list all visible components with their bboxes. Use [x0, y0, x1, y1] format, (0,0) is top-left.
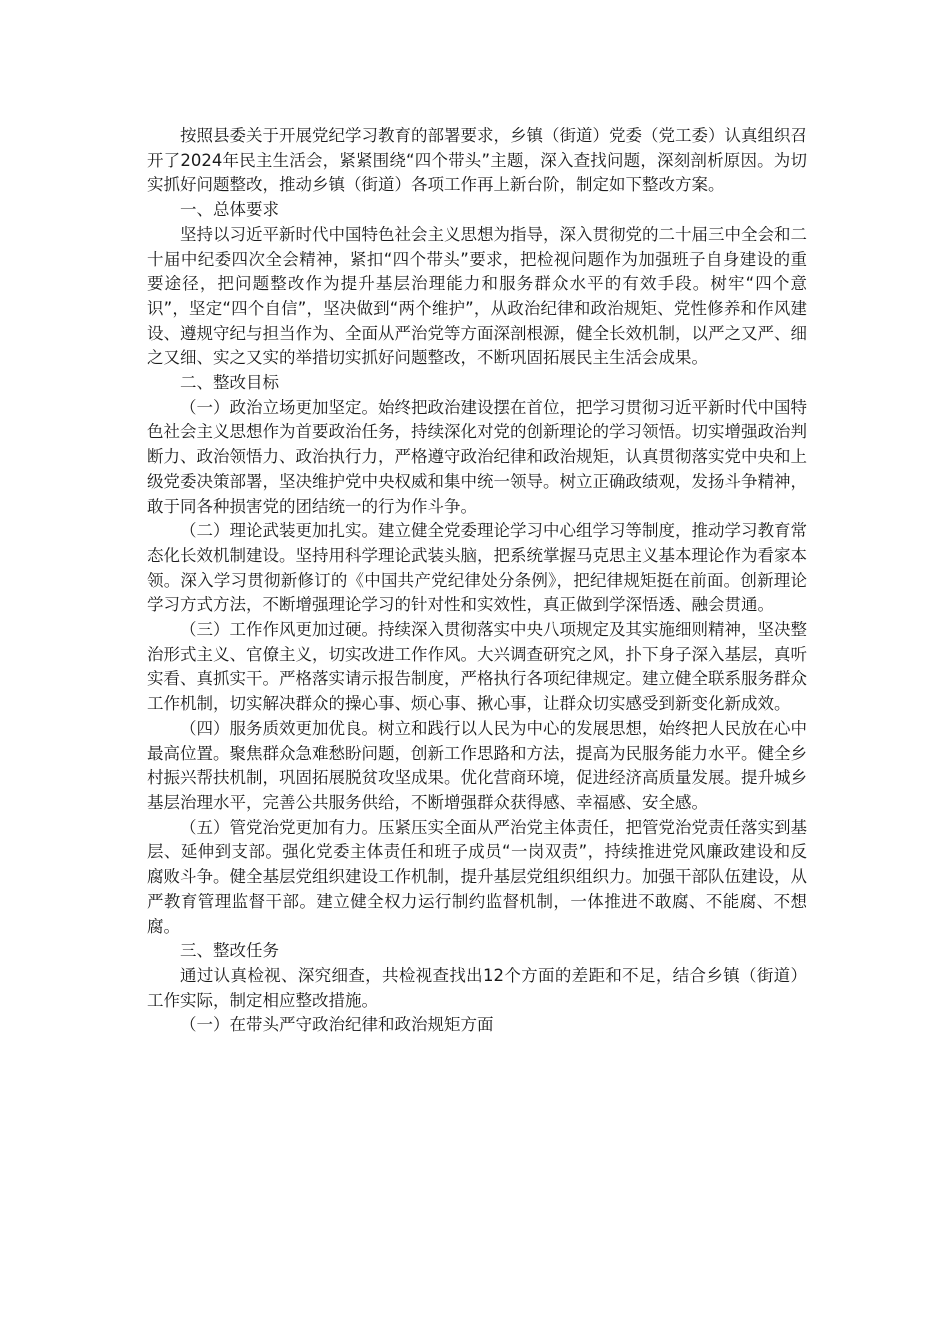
intro-paragraph: 按照县委关于开展党纪学习教育的部署要求，乡镇（街道）党委（党工委）认真组织召开了2024年民主生活会，紧紧围绕“四个带头”主题，深入查找问题，深刻剖析原因。为切实抓好问题整改，推动乡镇（街道）各项工作再上新台阶，制定如下整改方案。: [147, 126, 807, 195]
tasks-paragraph: 通过认真检视、深究细查，共检视查找出12个方面的差距和不足，结合乡镇（街道）工作实际，制定相应整改措施。: [147, 965, 807, 1010]
section-heading-tasks: 三、整改任务: [180, 941, 279, 961]
goal-paragraph: （二）理论武装更加扎实。建立健全党委理论学习中心组学习等制度，推动学习教育常态化长效机制建设。坚持用科学理论武装头脑，把系统掌握马克思主义基本理论作为看家本领。深入学习贯彻新修订的《中国共产党纪律处分条例》，把纪律规矩挺在前面。创新理论学习方式方法，不断增强理论学习的针对性和实效性，真正做到学深悟透、融会贯通。: [147, 521, 807, 615]
goal-paragraph: （三）工作作风更加过硬。持续深入贯彻落实中央八项规定及其实施细则精神，坚决整治形式主义、官僚主义，切实改进工作作风。大兴调查研究之风，扑下身子深入基层，真听实看、真抓实干。严格落实请示报告制度，严格执行各项纪律规定。建立健全联系服务群众工作机制，切实解决群众的操心事、烦心事、揪心事，让群众切实感受到新变化新成效。: [147, 620, 807, 714]
task-subheading: （一）在带头严守政治纪律和政治规矩方面: [180, 1015, 494, 1035]
goal-paragraph: （一）政治立场更加坚定。始终把政治建设摆在首位，把学习贯彻习近平新时代中国特色社会主义思想作为首要政治任务，持续深化对党的创新理论的学习领悟。切实增强政治判断力、政治领悟力、政治执行力，严格遵守政治纪律和政治规矩，认真贯彻落实党中央和上级党委决策部署，坚决维护党中央权威和集中统一领导。树立正确政绩观，发扬斗争精神，敢于同各种损害党的团结统一的行为作斗争。: [147, 397, 807, 516]
goal-paragraph: （五）管党治党更加有力。压紧压实全面从严治党主体责任，把管党治党责任落实到基层、延伸到支部。强化党委主体责任和班子成员“一岗双责”，持续推进党风廉政建设和反腐败斗争。健全基层党组织建设工作机制，提升基层党组织组织力。加强干部队伍建设，从严教育管理监督干部。建立健全权力运行制约监督机制，一体推进不敢腐、不能腐、不想腐。: [147, 817, 807, 936]
section-heading-goals: 二、整改目标: [180, 373, 279, 393]
document-body: [147, 124, 807, 1038]
section-heading-general-requirements: 一、总体要求: [180, 200, 279, 220]
general-requirements-paragraph: 坚持以习近平新时代中国特色社会主义思想为指导，深入贯彻党的二十届三中全会和二十届中纪委四次全会精神，紧扣“四个带头”要求，把检视问题作为加强班子自身建设的重要途径，把问题整改作为提升基层治理能力和服务群众水平的有效手段。树牢“四个意识”，坚定“四个自信”，坚决做到“两个维护”，从政治纪律和政治规矩、党性修养和作风建设、遵规守纪与担当作为、全面从严治党等方面深剖根源，健全长效机制，以严之又严、细之又细、实之又实的举措切实抓好问题整改，不断巩固拓展民主生活会成果。: [147, 224, 807, 368]
goal-paragraph: （四）服务质效更加优良。树立和践行以人民为中心的发展思想，始终把人民放在心中最高位置。聚焦群众急难愁盼问题，创新工作思路和方法，提高为民服务能力水平。健全乡村振兴帮扶机制，巩固拓展脱贫攻坚成果。优化营商环境，促进经济高质量发展。提升城乡基层治理水平，完善公共服务供给，不断增强群众获得感、幸福感、安全感。: [147, 718, 807, 812]
